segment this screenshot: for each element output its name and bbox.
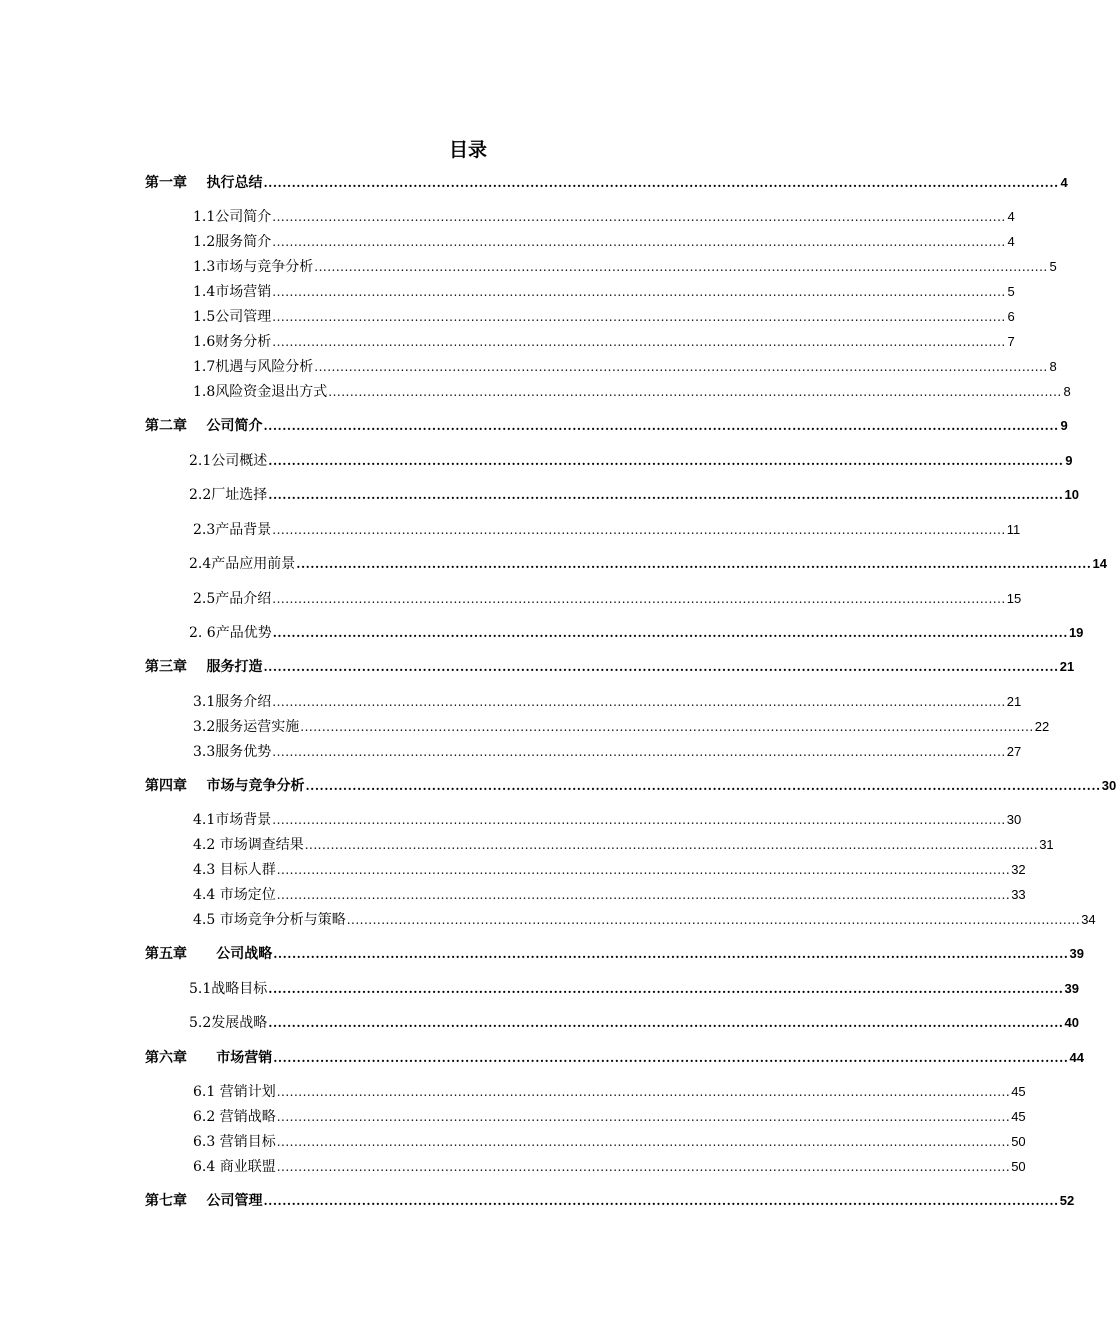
toc-entry-chapter-1[interactable] (145, 172, 1068, 192)
toc-entry-2-5[interactable] (193, 588, 1022, 608)
toc-leader-dots: .......................................................................................................................................................................... (263, 1194, 1059, 1208)
toc-leader-dots: .......................................................................................................................................................................... (304, 838, 1039, 852)
toc-leader-dots: .......................................................................................................................................................................... (273, 1051, 1069, 1065)
toc-entry-6-3[interactable] (193, 1131, 1026, 1151)
toc-page-number: 40 (1064, 1015, 1079, 1030)
toc-leader-dots: .......................................................................................................................................................................... (314, 260, 1048, 274)
toc-entry-text: 2.5产品介绍 (193, 591, 272, 607)
toc-leader-dots: .......................................................................................................................................................................... (273, 947, 1069, 961)
toc-entry-chapter-3[interactable] (145, 656, 1075, 676)
toc-page-number: 45 (1011, 1084, 1026, 1099)
toc-entry-5-2[interactable] (189, 1012, 1079, 1032)
toc-entry-text: 第六章 市场营销 (145, 1050, 273, 1066)
toc-entry-1-6[interactable] (193, 331, 1015, 351)
toc-leader-dots: .......................................................................................................................................................................... (276, 863, 1011, 877)
toc-entry-text: 1.6财务分析 (193, 334, 272, 350)
toc-entry-2-1[interactable] (189, 450, 1073, 470)
toc-leader-dots: .......................................................................................................................................................................... (272, 813, 1006, 827)
toc-entry-4-5[interactable] (193, 909, 1096, 929)
toc-page-number: 30 (1006, 812, 1022, 827)
toc-page-number: 21 (1006, 694, 1022, 709)
toc-title: 目录 (448, 139, 487, 161)
toc-page-number: 9 (1060, 418, 1068, 433)
toc-entry-text: 6.2 营销战略 (193, 1109, 276, 1125)
toc-page-number: 50 (1011, 1134, 1026, 1149)
toc-entry-4-1[interactable] (193, 809, 1022, 829)
toc-entry-text: 2.1公司概述 (189, 453, 268, 469)
toc-page-number: 6 (1007, 309, 1015, 324)
toc-leader-dots: .......................................................................................................................................................................... (268, 454, 1064, 468)
toc-entry-4-3[interactable] (193, 859, 1026, 879)
toc-entry-1-5[interactable] (193, 306, 1015, 326)
toc-entry-text: 第三章 服务打造 (145, 659, 263, 675)
toc-entry-text: 第五章 公司战略 (145, 946, 273, 962)
toc-leader-dots: .......................................................................................................................................................................... (305, 779, 1101, 793)
toc-entry-text: 1.7机遇与风险分析 (193, 359, 314, 375)
toc-entry-text: 2.3产品背景 (193, 522, 272, 538)
toc-entry-text: 5.2发展战略 (189, 1015, 268, 1031)
toc-entry-text: 1.4市场营销 (193, 284, 272, 300)
toc-entry-text: 第四章 市场与竞争分析 (145, 778, 305, 794)
toc-entry-text: 第七章 公司管理 (145, 1193, 263, 1209)
toc-entry-text: 2.4产品应用前景 (189, 556, 296, 572)
toc-entry-1-4[interactable] (193, 281, 1015, 301)
toc-entry-text: 4.3 目标人群 (193, 862, 276, 878)
toc-entry-text: 1.2服务简介 (193, 234, 272, 250)
toc-leader-dots: .......................................................................................................................................................................... (263, 660, 1059, 674)
toc-leader-dots: .......................................................................................................................................................................... (276, 1135, 1011, 1149)
toc-leader-dots: .......................................................................................................................................................................... (272, 285, 1006, 299)
toc-entry-chapter-6[interactable] (145, 1047, 1084, 1067)
toc-leader-dots: .......................................................................................................................................................................... (268, 488, 1064, 502)
toc-leader-dots: .......................................................................................................................................................................... (328, 385, 1062, 399)
toc-entry-1-3[interactable] (193, 256, 1057, 276)
toc-entry-1-7[interactable] (193, 356, 1057, 376)
toc-page-number: 9 (1065, 453, 1073, 468)
toc-page-number: 32 (1011, 862, 1026, 877)
toc-entry-text: 第二章 公司简介 (145, 418, 263, 434)
toc-entry-text: 3.1服务介绍 (193, 694, 272, 710)
toc-entry-3-1[interactable] (193, 691, 1022, 711)
toc-entry-1-8[interactable] (193, 381, 1071, 401)
toc-entry-chapter-4[interactable] (145, 775, 1116, 795)
toc-entry-4-2[interactable] (193, 834, 1054, 854)
toc-page-number: 45 (1011, 1109, 1026, 1124)
toc-leader-dots: .......................................................................................................................................................................... (263, 419, 1059, 433)
toc-entry-chapter-7[interactable] (145, 1190, 1075, 1210)
toc-page-number: 44 (1069, 1050, 1084, 1065)
toc-leader-dots: .......................................................................................................................................................................... (300, 720, 1034, 734)
toc-leader-dots: .......................................................................................................................................................................... (276, 1160, 1011, 1174)
toc-page-number: 4 (1007, 234, 1015, 249)
toc-leader-dots: .......................................................................................................................................................................... (268, 982, 1064, 996)
toc-page-number: 15 (1006, 591, 1022, 606)
toc-leader-dots: .......................................................................................................................................................................... (272, 335, 1006, 349)
toc-entry-4-4[interactable] (193, 884, 1026, 904)
toc-page-number: 5 (1049, 259, 1057, 274)
toc-entry-6-1[interactable] (193, 1081, 1026, 1101)
toc-leader-dots: .......................................................................................................................................................................... (276, 888, 1011, 902)
toc-page-number: 30 (1101, 778, 1116, 793)
toc-entry-text: 3.2服务运营实施 (193, 719, 300, 735)
toc-entry-text: 1.5公司管理 (193, 309, 272, 325)
toc-entry-text: 1.8风险资金退出方式 (193, 384, 328, 400)
toc-page-number: 52 (1059, 1193, 1075, 1208)
toc-page-number: 39 (1064, 981, 1079, 996)
toc-page-number: 8 (1049, 359, 1057, 374)
toc-leader-dots: .......................................................................................................................................................................... (346, 913, 1081, 927)
toc-page-number: 10 (1064, 487, 1079, 502)
toc-page-number: 7 (1007, 334, 1015, 349)
toc-entry-2-2[interactable] (189, 484, 1079, 504)
toc-leader-dots: .......................................................................................................................................................................... (272, 745, 1006, 759)
toc-leader-dots: .......................................................................................................................................................................... (276, 1110, 1011, 1124)
toc-entry-text: 1.1公司简介 (193, 209, 272, 225)
toc-leader-dots: .......................................................................................................................................................................... (263, 176, 1059, 190)
toc-page-number: 19 (1068, 625, 1084, 640)
toc-leader-dots: .......................................................................................................................................................................... (272, 310, 1006, 324)
toc-page-number: 4 (1060, 175, 1068, 190)
toc-page-number: 21 (1059, 659, 1075, 674)
toc-entry-1-1[interactable] (193, 206, 1015, 226)
toc-entry-text: 4.1市场背景 (193, 812, 272, 828)
toc-entry-5-1[interactable] (189, 978, 1079, 998)
toc-entry-text: 4.5 市场竞争分析与策略 (193, 912, 346, 928)
toc-page-number: 22 (1034, 719, 1050, 734)
toc-entry-text: 6.4 商业联盟 (193, 1159, 276, 1175)
toc-page-number: 5 (1007, 284, 1015, 299)
toc-entry-text: 第一章 执行总结 (145, 175, 263, 191)
toc-entry-2-4[interactable] (189, 553, 1107, 573)
toc-entry-2-3[interactable] (193, 519, 1021, 539)
toc-leader-dots: .......................................................................................................................................................................... (272, 592, 1006, 606)
toc-entry-6-4[interactable] (193, 1156, 1026, 1176)
toc-leader-dots: .......................................................................................................................................................................... (272, 235, 1006, 249)
toc-leader-dots: .......................................................................................................................................................................... (276, 1085, 1011, 1099)
toc-page-number: 50 (1011, 1159, 1026, 1174)
toc-page-number: 11 (1006, 522, 1021, 537)
toc-page-number: 4 (1007, 209, 1015, 224)
toc-page-number: 8 (1063, 384, 1071, 399)
toc-leader-dots: .......................................................................................................................................................................... (272, 210, 1006, 224)
toc-page-number: 33 (1011, 887, 1026, 902)
toc-leader-dots: .......................................................................................................................................................................... (272, 626, 1068, 640)
toc-leader-dots: .......................................................................................................................................................................... (314, 360, 1048, 374)
toc-entry-text: 1.3市场与竞争分析 (193, 259, 314, 275)
toc-entry-chapter-2[interactable] (145, 415, 1068, 435)
toc-leader-dots: .......................................................................................................................................................................... (296, 557, 1092, 571)
toc-entry-text: 4.4 市场定位 (193, 887, 276, 903)
toc-entry-text: 4.2 市场调查结果 (193, 837, 304, 853)
toc-entry-text: 6.1 营销计划 (193, 1084, 276, 1100)
toc-entry-text: 3.3服务优势 (193, 744, 272, 760)
toc-entry-chapter-5[interactable] (145, 943, 1084, 963)
toc-entry-text: 5.1战略目标 (189, 981, 268, 997)
toc-page-number: 31 (1039, 837, 1054, 852)
toc-entry-3-2[interactable] (193, 716, 1050, 736)
toc-leader-dots: .......................................................................................................................................................................... (272, 523, 1006, 537)
toc-entry-text: 2.2厂址选择 (189, 487, 268, 503)
toc-entry-1-2[interactable] (193, 231, 1015, 251)
toc-entry-6-2[interactable] (193, 1106, 1026, 1126)
toc-page-number: 34 (1081, 912, 1096, 927)
toc-entry-3-3[interactable] (193, 741, 1022, 761)
toc-page-number: 27 (1006, 744, 1022, 759)
toc-entry-text: 6.3 营销目标 (193, 1134, 276, 1150)
toc-page-number: 14 (1092, 556, 1107, 571)
toc-entry-2-6[interactable] (189, 622, 1084, 642)
toc-entry-text: 2. 6产品优势 (189, 625, 272, 641)
toc-page-number: 39 (1069, 946, 1084, 961)
toc-leader-dots: .......................................................................................................................................................................... (272, 695, 1006, 709)
toc-leader-dots: .......................................................................................................................................................................... (268, 1016, 1064, 1030)
